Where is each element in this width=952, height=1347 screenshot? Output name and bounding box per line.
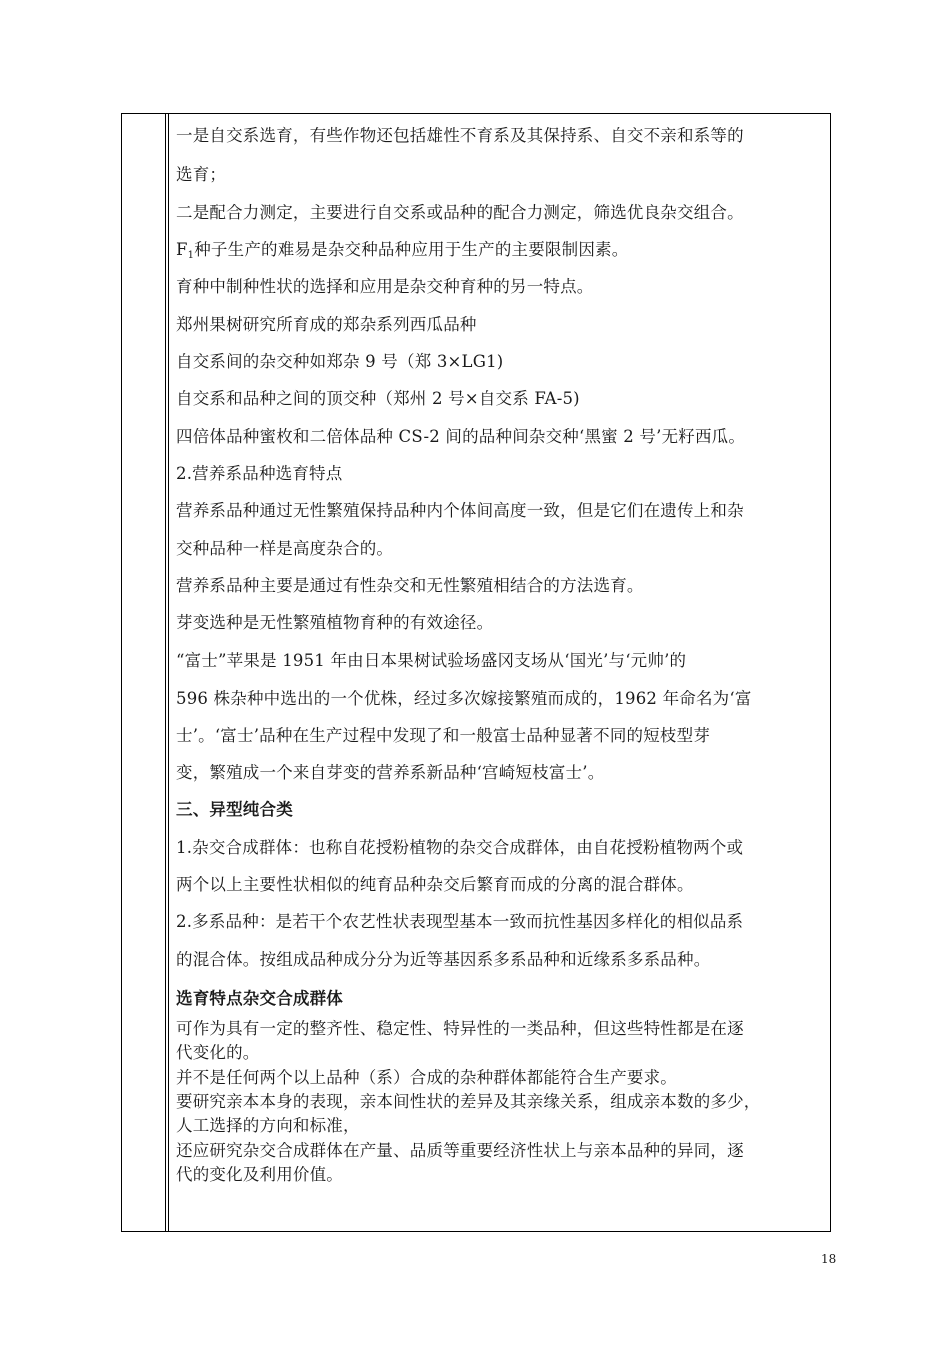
- text-line: 士’。‘富士’品种在生产过程中发现了和一般富士品种显著不同的短枝型芽: [176, 726, 711, 745]
- text-line: 选育；: [176, 165, 227, 184]
- text-line: 育种中制种性状的选择和应用是杂交种育种的另一特点。: [176, 277, 594, 296]
- f-symbol: F: [176, 240, 188, 259]
- text-line: 还应研究杂交合成群体在产量、品质等重要经济性状上与亲本品种的异同，逐: [176, 1141, 744, 1160]
- text-line: 二是配合力测定，主要进行自交系或品种的配合力测定，筛选优良杂交组合。: [176, 203, 744, 222]
- text-line: 2.多系品种：是若干个农艺性状表现型基本一致而抗性基因多样化的相似品系: [176, 912, 744, 931]
- text-line: 两个以上主要性状相似的纯育品种杂交后繁育而成的分离的混合群体。: [176, 875, 694, 894]
- text-line: 自交系和品种之间的顶交种（郑州 2 号×自交系 FA-5): [176, 389, 580, 408]
- text-line: 郑州果树研究所育成的郑杂系列西瓜品种: [176, 315, 477, 334]
- text-line: 交种品种一样是高度杂合的。: [176, 539, 394, 558]
- text-line: 596 株杂种中选出的一个优株，经过多次嫁接繁殖而成的，1962 年命名为‘富: [176, 689, 752, 708]
- text-line: 芽变选种是无性繁殖植物育种的有效途径。: [176, 613, 494, 632]
- text-line: 变，繁殖成一个来自芽变的营养系新品种‘宫崎短枝富士’。: [176, 763, 605, 782]
- text-line: 要研究亲本本身的表现，亲本间性状的差异及其亲缘关系，组成亲本数的多少，: [176, 1092, 761, 1111]
- section-heading: 三、异型纯合类: [176, 800, 293, 819]
- text-line: 营养系品种通过无性繁殖保持品种内个体间高度一致，但是它们在遗传上和杂: [176, 501, 744, 520]
- column-divider: [168, 113, 169, 1232]
- text-line: 四倍体品种蜜枚和二倍体品种 CS-2 间的品种间杂交种‘黑蜜 2 号’无籽西瓜。: [176, 427, 746, 446]
- text-line: 代变化的。: [176, 1043, 260, 1062]
- text-line: 可作为具有一定的整齐性、稳定性、特异性的一类品种，但这些特性都是在逐: [176, 1019, 744, 1038]
- text-line: 1.杂交合成群体：也称自花授粉植物的杂交合成群体，由自花授粉植物两个或: [176, 838, 744, 857]
- text-line: [176, 236, 628, 261]
- column-divider: [165, 113, 166, 1232]
- text-span: 种子生产的难易是杂交种品种应用于生产的主要限制因素。: [194, 240, 629, 259]
- page-number: 18: [821, 1252, 837, 1266]
- subsection-heading: 选育特点杂交合成群体: [176, 989, 343, 1008]
- text-line: 并不是任何两个以上品种（系）合成的杂种群体都能符合生产要求。: [176, 1068, 677, 1087]
- text-line: 营养系品种主要是通过有性杂交和无性繁殖相结合的方法选育。: [176, 576, 644, 595]
- text-line: “富士”苹果是 1951 年由日本果树试验场盛冈支场从‘国光’与‘元帅’的: [176, 651, 687, 670]
- text-line: 代的变化及利用价值。: [176, 1165, 343, 1184]
- text-line: 人工选择的方向和标准，: [176, 1116, 360, 1135]
- text-line: 一是自交系选育，有些作物还包括雄性不育系及其保持系、自交不亲和系等的: [176, 126, 744, 145]
- text-line: 的混合体。按组成品种成分分为近等基因系多系品种和近缘系多系品种。: [176, 950, 711, 969]
- text-line: 2.营养系品种选育特点: [176, 464, 343, 483]
- f-subscript: 1: [187, 250, 195, 261]
- text-line: 自交系间的杂交种如郑杂 9 号（郑 3×LG1): [176, 352, 504, 371]
